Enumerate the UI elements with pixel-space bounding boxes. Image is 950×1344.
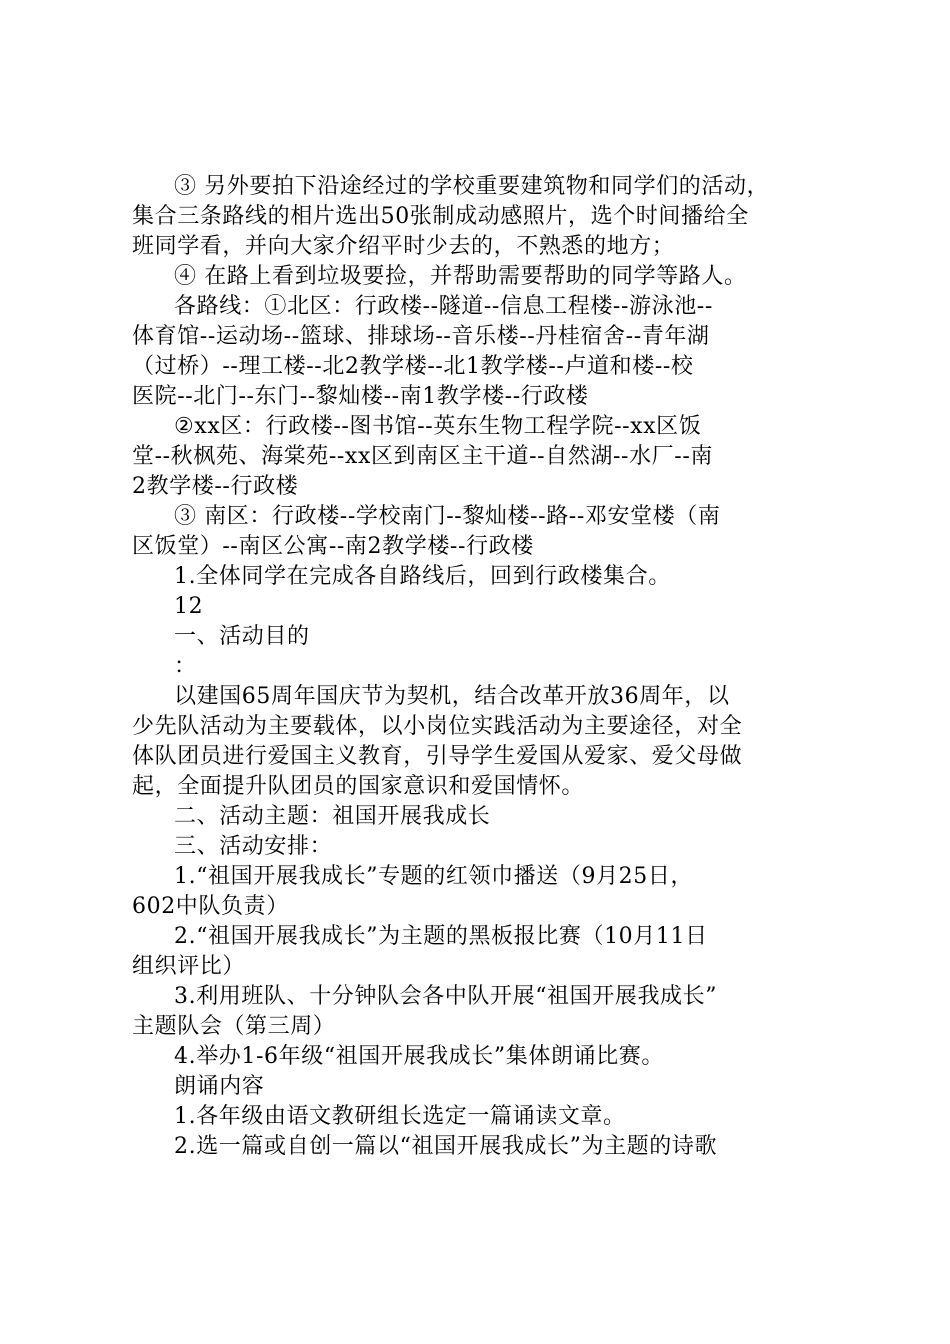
paragraph-line: 2.选一篇或自创一篇以“祖国开展我成长”为主题的诗歌 [174,1134,718,1159]
paragraph-line: ④ 在路上看到垃圾要捡，并帮助需要帮助的同学等路人。 [174,264,747,289]
paragraph-line: （过桥）--理工楼--北2教学楼--北1教学楼--卢道和楼--校 [132,354,694,379]
paragraph-line: 3.利用班队、十分钟队会各中队开展“祖国开展我成长” [174,984,718,1009]
paragraph-line: 2.“祖国开展我成长”为主题的黑板报比赛（10月11日 [174,924,708,949]
section-heading: 二、活动主题：祖国开展我成长 [174,804,491,829]
document-body [132,172,822,1162]
paragraph-line: 堂--秋枫苑、海棠苑--xx区到南区主干道--自然湖--水厂--南 [132,444,713,469]
paragraph-line: 以建国65周年国庆节为契机，结合改革开放36周年，以 [174,684,730,709]
paragraph-line: 朗诵内容 [174,1074,265,1099]
paragraph-line: 各路线：①北区：行政楼--隧道--信息工程楼--游泳池-- [174,294,713,319]
paragraph-line: 1.“祖国开展我成长”专题的红领巾播送（9月25日， [174,864,694,889]
paragraph-line: 主题队会（第三周） [132,1014,336,1039]
paragraph-line: 组织评比） [132,954,246,979]
paragraph-line: 1.全体同学在完成各自路线后，回到行政楼集合。 [174,564,671,589]
paragraph-line: 602中队负责） [132,894,289,919]
paragraph-line: 班同学看，并向大家介绍平时少去的，不熟悉的地方； [132,234,675,259]
section-heading: 一、活动目的 [174,624,310,649]
paragraph-line: 区饭堂）--南区公寓--南2教学楼--行政楼 [132,534,534,559]
paragraph-line: 集合三条路线的相片选出50张制成动感照片，选个时间播给全 [132,204,749,229]
paragraph-line: 4.举办1-6年级“祖国开展我成长”集体朗诵比赛。 [174,1044,664,1069]
paragraph-line: 12 [174,594,204,619]
paragraph-line: ③ 南区：行政楼--学校南门--黎灿楼--路--邓安堂楼（南 [174,504,721,529]
paragraph-line: 起，全面提升队团员的国家意识和爱国情怀。 [132,774,585,799]
paragraph-line: 体育馆--运动场--篮球、排球场--音乐楼--丹桂宿舍--青年湖 [132,324,710,349]
paragraph-line: 体队团员进行爱国主义教育，引导学生爱国从爱家、爱父母做 [132,744,743,769]
paragraph-line: ③ 另外要拍下沿途经过的学校重要建筑物和同学们的活动， [174,174,770,199]
paragraph-line: ： [174,654,197,679]
paragraph-line: 医院--北门--东门--黎灿楼--南1教学楼--行政楼 [132,384,589,409]
paragraph-line: 1.各年级由语文教研组长选定一篇诵读文章。 [174,1104,626,1129]
section-heading: 三、活动安排： [174,834,333,859]
paragraph-line: 少先队活动为主要载体，以小岗位实践活动为主要途径，对全 [132,714,743,739]
paragraph-line: ②xx区：行政楼--图书馆--英东生物工程学院--xx区饭 [174,414,702,439]
paragraph-line: 2教学楼--行政楼 [132,474,299,499]
